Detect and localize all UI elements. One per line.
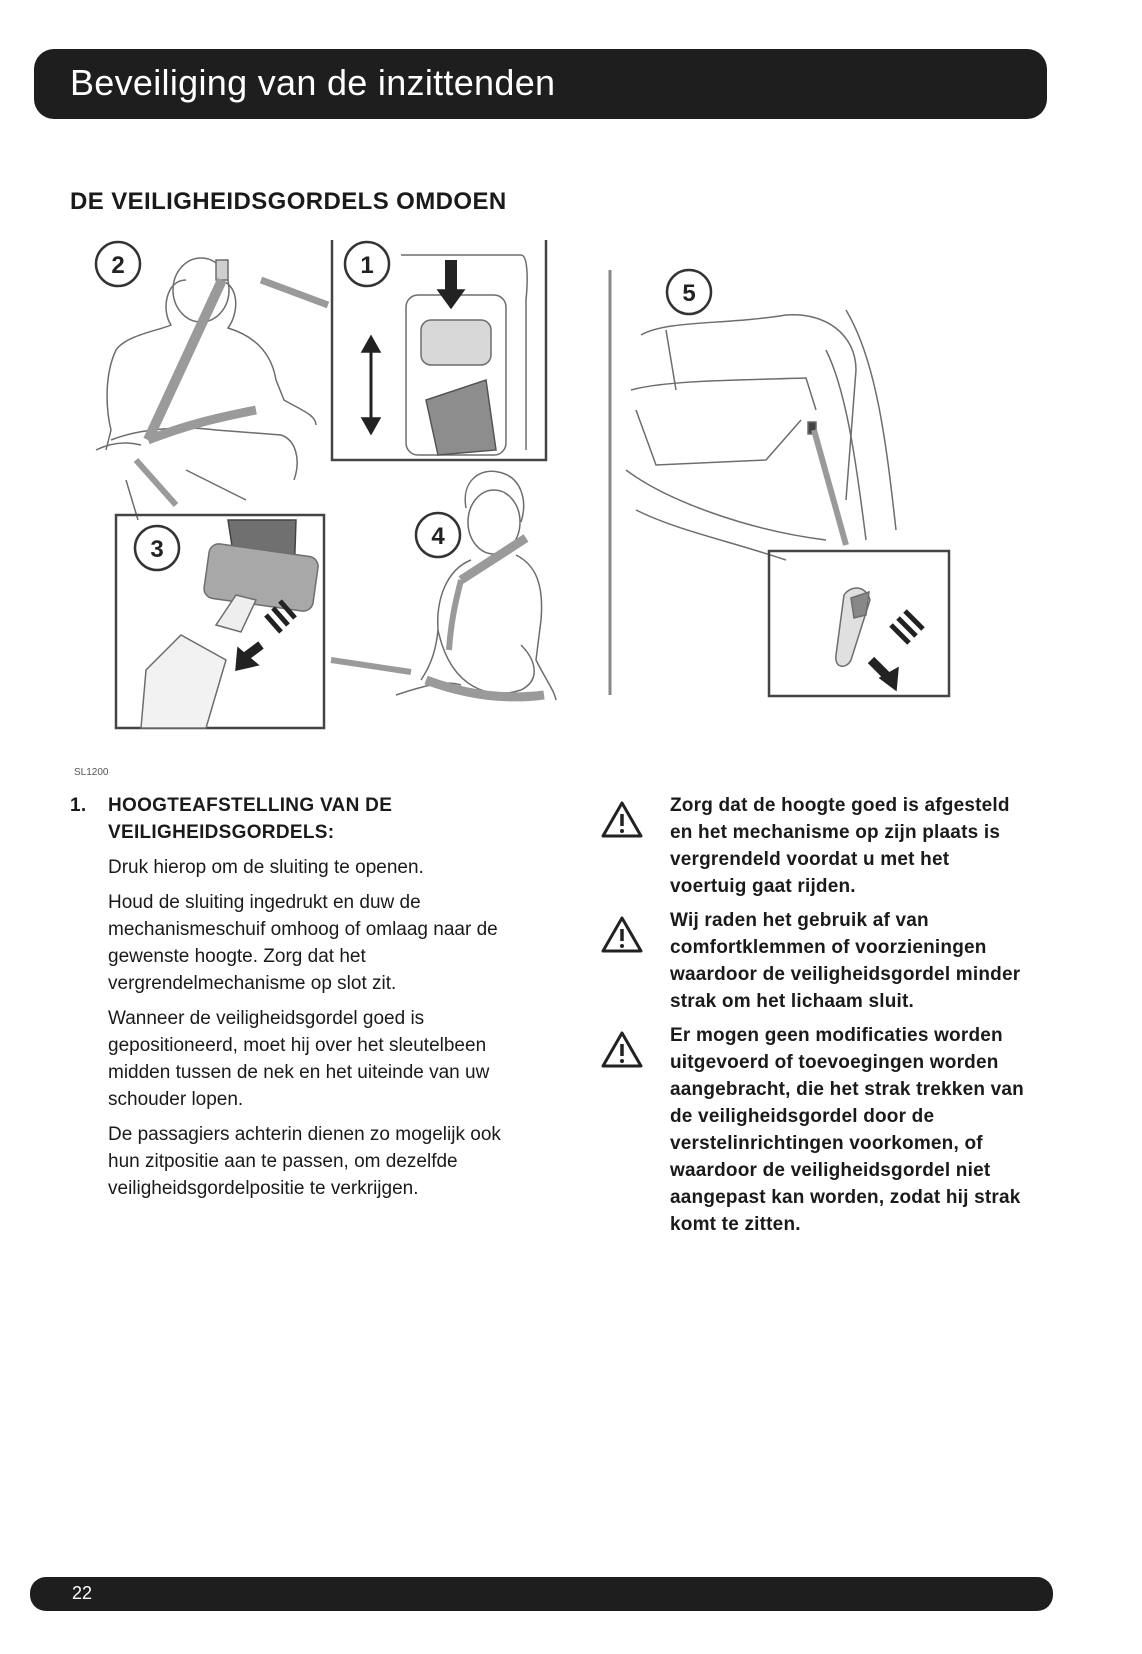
- paragraph: Houd de sluiting ingedrukt en duw de mechanismeschuif omhoog of omlaag naar de gewenste hoogte. Zorg dat het vergrendelmechanisme op slot zit.: [108, 892, 498, 994]
- warning-block: [600, 1022, 1030, 1238]
- item-number: 1.: [70, 795, 87, 816]
- warning-text: Er mogen geen modificaties worden uitgevoerd of toevoegingen worden aangebracht, die het strak trekken van de veiligheidsgordel door de verstelinrichtingen voorkomen, of waardoor de veiligheidsgordel niet aangepast kan worden, zodat hij strak komt te zitten.: [670, 1025, 1024, 1235]
- item-title: HOOGTEAFSTELLING VAN DE VEILIGHEIDSGORDELS:: [108, 795, 393, 843]
- callout-1-label: 1: [360, 252, 374, 279]
- warning-triangle-icon: [600, 907, 670, 1015]
- callout-2-label: 2: [111, 252, 125, 279]
- warning-block: [600, 792, 1030, 900]
- callout-5-label: 5: [682, 280, 696, 307]
- header-bar: [34, 49, 1047, 119]
- paragraph: Wanneer de veiligheidsgordel goed is gepositioneerd, moet hij over het sleutelbeen midden tussen de nek en het uiteinde van uw schouder lopen.: [108, 1008, 490, 1110]
- paragraph: De passagiers achterin dienen zo mogelijk ook hun zitpositie aan te passen, om dezelfde veiligheidsgordelpositie te verkrijgen.: [108, 1124, 501, 1199]
- panel-4-pregnant-person: [396, 471, 556, 700]
- paragraph: Druk hierop om de sluiting te openen.: [108, 857, 424, 878]
- item-heading: [70, 792, 530, 846]
- warning-triangle-icon: [600, 792, 670, 900]
- instruction-column: [70, 792, 530, 1202]
- warning-text: Wij raden het gebruik af van comfortklemmen of voorzieningen waardoor de veiligheidsgordel minder strak om het lichaam sluit.: [670, 910, 1021, 1012]
- panel-2-seated-person: [96, 258, 316, 520]
- page-number: 22: [72, 1583, 93, 1603]
- seatbelt-illustration: [66, 240, 1026, 780]
- footer-bar: [30, 1577, 1053, 1611]
- warnings-column: [600, 792, 1030, 1245]
- warning-block: [600, 907, 1030, 1015]
- callout-4-label: 4: [431, 523, 445, 550]
- callout-3-label: 3: [150, 536, 164, 563]
- warning-triangle-icon: [600, 1022, 670, 1238]
- panel-5-rear-seat: [626, 310, 896, 560]
- warning-text: Zorg dat de hoogte goed is afgesteld en het mechanisme op zijn plaats is vergrendeld voordat u met het voertuig gaat rijden.: [670, 795, 1010, 897]
- page-title: Beveiliging van de inzittenden: [70, 62, 556, 103]
- figure-reference: SL1200: [74, 767, 109, 778]
- section-heading: DE VEILIGHEIDSGORDELS OMDOEN: [70, 188, 507, 215]
